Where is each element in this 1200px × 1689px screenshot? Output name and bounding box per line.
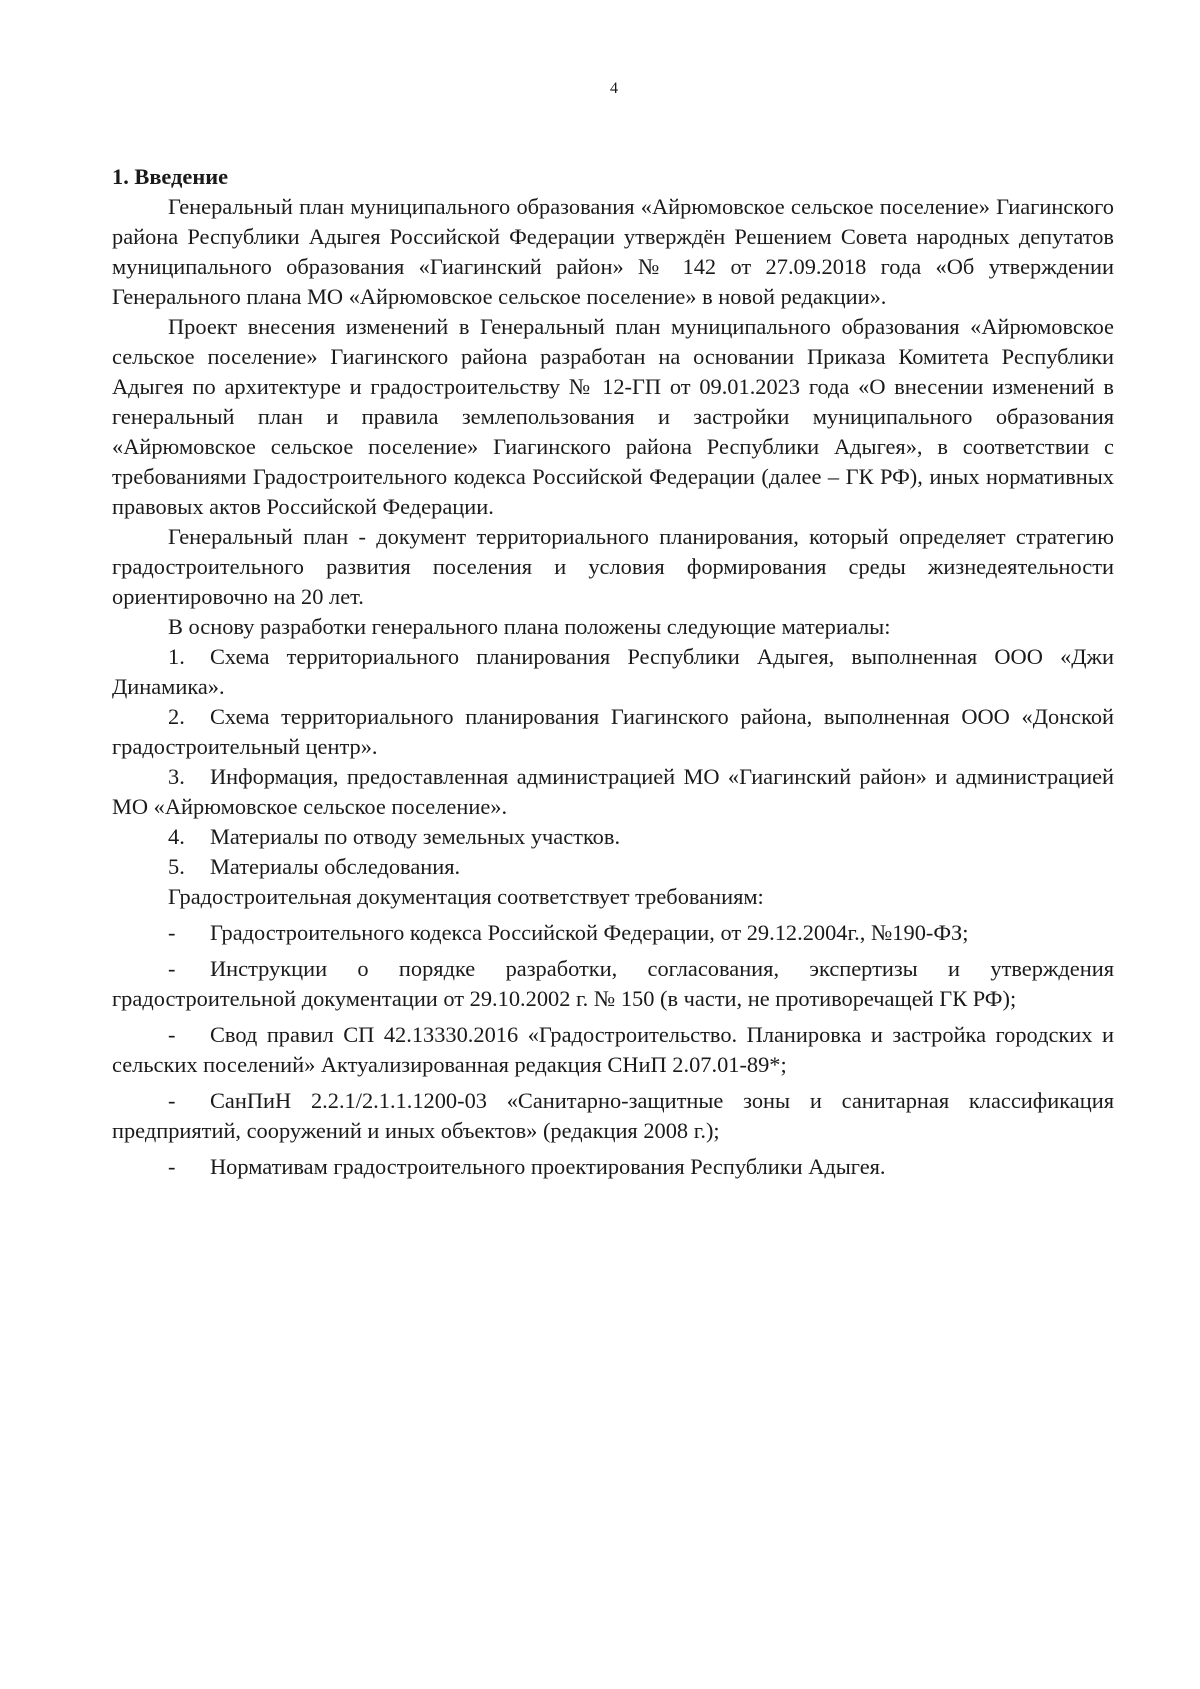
list-dash: - bbox=[168, 956, 176, 981]
list-item-text: Материалы по отводу земельных участков. bbox=[210, 824, 621, 849]
requirements-list-item bbox=[112, 1086, 1114, 1146]
list-dash: - bbox=[168, 1088, 176, 1113]
document-body bbox=[112, 162, 1114, 1188]
materials-list-item bbox=[112, 852, 1114, 882]
materials-list-item bbox=[112, 642, 1114, 702]
list-item-text: Свод правил СП 42.13330.2016 «Градостроительство. Планировка и застройка городских и сельских поселений» Актуализированная редакция СНиП 2.07.01-89*; bbox=[112, 1022, 1114, 1077]
list-item-text: Градостроительного кодекса Российской Федерации, от 29.12.2004г., №190-ФЗ; bbox=[210, 920, 969, 945]
list-number: 2. bbox=[168, 704, 185, 729]
list-dash: - bbox=[168, 1022, 176, 1047]
list-number: 3. bbox=[168, 764, 185, 789]
list-item-text: Схема территориального планирования Республики Адыгея, выполненная ООО «Джи Динамика». bbox=[112, 644, 1114, 699]
paragraph-materials-intro: В основу разработки генерального плана положены следующие материалы: bbox=[168, 614, 891, 639]
paragraph-project-changes: Проект внесения изменений в Генеральный план муниципального образования «Айрюмовское сельское поселение» Гиагинского района разработан на основании Приказа Комитета Республики Адыгея по архитектуре и градостроительству № 12-ГП от 09.01.2023 года «О внесении изменений в генеральный план и правила землепользования и застройки муниципального образования «Айрюмовское сельское поселение» Гиагинского района Республики Адыгея», в соответствии с требованиями Градостроительного кодекса Российской Федерации (далее – ГК РФ), иных нормативных правовых актов Российской Федерации. bbox=[112, 314, 1114, 519]
list-item-text: Информация, предоставленная администрацией МО «Гиагинский район» и администрацией МО «Айрюмовское сельское поселение». bbox=[112, 764, 1114, 819]
paragraph-requirements-intro: Градостроительная документация соответствует требованиям: bbox=[168, 884, 764, 909]
requirements-list-item bbox=[112, 1152, 1114, 1182]
list-dash: - bbox=[168, 1154, 176, 1179]
requirements-list-item bbox=[112, 1020, 1114, 1080]
requirements-list-item bbox=[112, 954, 1114, 1014]
list-item-text: СанПиН 2.2.1/2.1.1.1200-03 «Санитарно-защитные зоны и санитарная классификация предприятий, сооружений и иных объектов» (редакция 2008 г.); bbox=[112, 1088, 1114, 1143]
list-item-text: Схема территориального планирования Гиагинского района, выполненная ООО «Донской градостроительный центр». bbox=[112, 704, 1114, 759]
list-dash: - bbox=[168, 920, 176, 945]
list-number: 4. bbox=[168, 824, 185, 849]
list-item-text: Материалы обследования. bbox=[210, 854, 461, 879]
list-number: 1. bbox=[168, 644, 185, 669]
list-number: 5. bbox=[168, 854, 185, 879]
page-number: 4 bbox=[610, 80, 618, 97]
list-item-text: Нормативам градостроительного проектирования Республики Адыгея. bbox=[210, 1154, 886, 1179]
paragraph-definition: Генеральный план - документ территориального планирования, который определяет стратегию градостроительного развития поселения и условия формирования среды жизнедеятельности ориентировочно на 20 лет. bbox=[112, 524, 1114, 609]
materials-list-item bbox=[112, 702, 1114, 762]
materials-list-item bbox=[112, 822, 1114, 852]
paragraph-general-plan: Генеральный план муниципального образования «Айрюмовское сельское поселение» Гиагинского района Республики Адыгея Российской Федерации утверждён Решением Совета народных депутатов муниципального образования «Гиагинский район» № 142 от 27.09.2018 года «Об утверждении Генерального плана МО «Айрюмовское сельское поселение» в новой редакции». bbox=[112, 194, 1114, 309]
materials-list-item bbox=[112, 762, 1114, 822]
requirements-list-item bbox=[112, 918, 1114, 948]
section-heading: 1. Введение bbox=[112, 164, 229, 189]
list-item-text: Инструкции о порядке разработки, согласования, экспертизы и утверждения градостроительной документации от 29.10.2002 г. № 150 (в части, не противоречащей ГК РФ); bbox=[112, 956, 1114, 1011]
